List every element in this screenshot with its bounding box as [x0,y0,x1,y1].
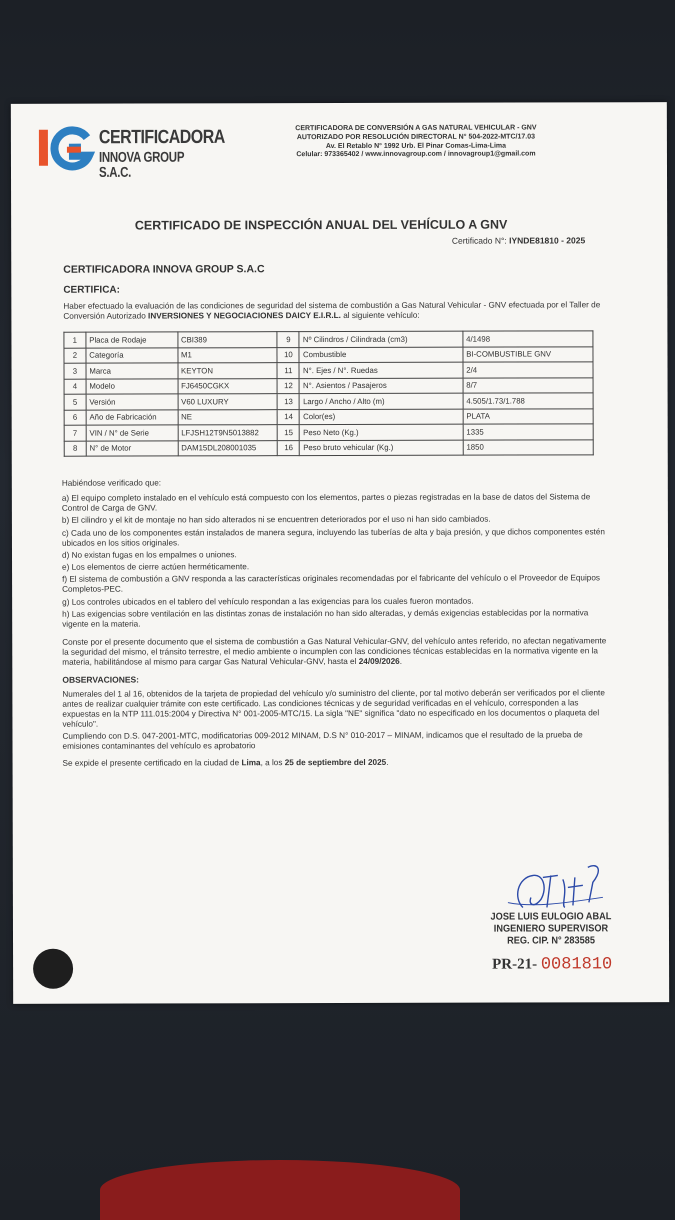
vehicle-cell-v2: 1850 [463,439,593,455]
certificate-page [11,102,669,1004]
vehicle-cell-v2: PLATA [463,408,593,424]
observation-1: Numerales del 1 al 16, obtenidos de la tarjeta de propiedad del vehículo y/o suministro del cliente, por tal motivo deberán ser verificados por el cliente antes de realizar cualquier trámite con este certificado. Las condiciones técnicas y de seguridad verificadas en el vehículo, corresponden a las expuestas en la NTP 111.015:2004 y Directiva N° 001-2005-MTC/15. La sigla "NE" significa "dato no especificado en los documentos o plaqueta del vehículo". [62,688,605,729]
vehicle-cell-l2: Peso Neto (Kg.) [300,424,463,440]
certificate-number [452,235,585,245]
serial-number [492,955,612,974]
vehicle-cell-n2: 14 [278,409,300,425]
header-line-2: AUTORIZADO POR RESOLUCIÓN DIRECTORAL N° 504-2022-MTC/17.03 [296,133,535,141]
vehicle-table-row [64,408,593,425]
signature-icon [503,857,613,917]
vehicle-cell-n2: 9 [277,332,299,348]
signer-role: INGENIERO SUPERVISOR [493,923,609,935]
conste-paragraph [62,636,610,667]
verification-section [62,477,611,771]
issued-mid: , a los [260,758,285,768]
ig-logo-icon [37,124,101,172]
vehicle-cell-v2: 4.505/1.73/1.788 [463,393,593,409]
issued-line [63,758,611,769]
check-item: g) Los controles ubicados en el tablero del vehículo respondan a las exigencias para los cuales fueron montados. [62,596,474,607]
vehicle-cell-n2: 12 [277,378,299,394]
vehicle-cell-n1: 8 [64,441,86,457]
vehicle-cell-l1: Versión [86,394,178,410]
vehicle-cell-l1: Marca [86,363,178,379]
valid-until-date: 24/09/2026 [358,656,400,667]
vehicle-cell-l1: Modelo [86,378,178,394]
checks-list [62,492,610,630]
intro-text: Haber efectuado la evaluación de las condiciones de seguridad del sistema de combustión a Gas Natural Vehicular - GNV efectuada por el Taller de Conversión Autorizado [63,300,601,321]
issued-city: Lima [241,758,261,768]
vehicle-cell-l1: Año de Fabricación [86,409,178,425]
vehicle-cell-v1: V60 LUXURY [178,394,278,410]
issued-text: Se expide el presente certificado en la ciudad de [62,758,242,769]
signer-name: JOSE LUIS EULOGIO ABAL [490,911,612,923]
vehicle-cell-v1: LFJSH12T9N5013882 [178,425,278,441]
vehicle-cell-l2: Color(es) [300,409,463,425]
vehicle-table [63,330,593,456]
certifica-heading: CERTIFICA: [63,284,120,296]
vehicle-cell-v1: FJ6450CGKX [178,378,278,394]
check-item: d) No existan fugas en los empalmes o uniones. [61,550,237,560]
vehicle-table-row [64,424,593,441]
vehicle-table-row [64,331,593,348]
serial-prefix: PR-21- [492,956,538,973]
vehicle-cell-v2: 8/7 [463,377,593,393]
check-item: f) El sistema de combustión a GNV responda a las características originales recomendadas por el fabricante del vehículo o el Proveedor de Equipos Completos-PEC. [62,573,601,595]
vehicle-cell-n2: 15 [278,425,300,441]
vehicle-cell-l1: Categoría [86,347,178,363]
header-line-1: CERTIFICADORA DE CONVERSIÓN A GAS NATURAL VEHICULAR - GNV [295,124,537,133]
vehicle-cell-n1: 5 [64,394,86,410]
vehicle-cell-n2: 16 [278,440,300,456]
vehicle-cell-l1: N° de Motor [86,440,178,456]
document-title: CERTIFICADO DE INSPECCIÓN ANUAL DEL VEHÍCULO A GNV [134,217,508,233]
vehicle-cell-n2: 11 [277,363,299,379]
vehicle-cell-n1: 1 [64,332,86,348]
vehicle-cell-v2: BI-COMBUSTIBLE GNV [463,346,593,362]
signer-block [468,911,634,947]
observaciones-heading: OBSERVACIONES: [62,674,140,685]
vehicle-cell-v1: M1 [177,347,277,363]
logo-line-2: INNOVA GROUP S.A.C. [98,150,185,181]
verified-intro: Habiéndose verificado que: [61,478,162,488]
vehicle-table-row [64,439,593,456]
vehicle-cell-n2: 10 [277,347,299,363]
vehicle-table-row [64,377,593,394]
workshop-name: INVERSIONES Y NEGOCIACIONES DAICY E.I.R.L. [148,310,341,321]
vehicle-cell-n1: 2 [64,348,86,364]
vehicle-table-row [64,362,593,379]
serial-digits: 0081810 [540,955,613,975]
vehicle-cell-v1: KEYTON [178,363,278,379]
vehicle-cell-l1: Placa de Rodaje [86,332,178,348]
observation-2: Cumpliendo con D.S. 047-2001-MTC, modificatorias 009-2012 MINAM, D.S N° 010-2017 – MINAM, indicamos que el resultado de la prueba de emisiones contaminantes del vehículo es aprobatorio [62,730,583,752]
certificate-number-label: Certificado N°: [451,235,507,246]
issued-end: . [386,758,389,768]
vehicle-cell-l2: N°. Asientos / Pasajeros [300,378,463,394]
conste-text: Conste por el presente documento que el sistema de combustión a Gas Natural Vehicular-GNV, del vehículo antes referido, no afectan negativamente la seguridad del mismo, el tránsito terrestre, el medio ambiente o incumplen con las condiciones técnicas establecidas en la normativa vigente en la materia, habilitándose al mismo para cargar Gas Natural Vehicular-GNV, hasta el [62,636,607,667]
intro-paragraph [63,300,608,321]
vehicle-cell-n1: 3 [64,363,86,379]
vehicle-cell-l1: VIN / N° de Serie [86,425,178,441]
header-info [251,124,581,160]
intro-end: al siguiente vehículo: [340,310,420,320]
check-item: c) Cada uno de los componentes están instalados de manera segura, incluyendo las tuberías de alta y baja presión, y que dichos componentes estén ubicados en los sitios originales. [61,526,605,548]
check-item: e) Los elementos de cierre actúen herméticamente. [62,562,250,572]
vehicle-cell-n1: 4 [64,379,86,395]
vehicle-cell-l2: Nº Cilindros / Cilindrada (cm3) [299,331,462,347]
vehicle-cell-l2: Largo / Ancho / Alto (m) [300,393,463,409]
punch-hole [33,949,73,989]
vehicle-cell-v1: NE [178,409,278,425]
header-line-3: Av. El Retablo N° 1992 Urb. El Pinar Comas-Lima-Lima [325,142,507,150]
vehicle-cell-l2: N°. Ejes / N°. Ruedas [299,362,462,378]
signer-registration: REG. CIP. N° 283585 [507,935,595,947]
vehicle-table-row [64,346,593,363]
vehicle-cell-v1: CBI389 [177,332,277,348]
vehicle-cell-v2: 2/4 [463,362,593,378]
check-item: h) Las exigencias sobre ventilación en las distintas zonas de instalación no han sido alteradas, y demás exigencias establecidas por la normativa vigente en la materia. [62,608,589,629]
vehicle-cell-v2: 1335 [463,424,593,440]
conste-end: . [399,656,402,666]
vehicle-cell-l2: Peso bruto vehicular (Kg.) [300,440,463,456]
company-name: CERTIFICADORA INNOVA GROUP S.A.C [63,263,265,276]
company-logo [37,123,225,181]
vehicle-cell-v2: 4/1498 [463,331,593,347]
check-item: b) El cilindro y el kit de montaje no han sido alterados ni se encuentren deteriorados por el uso ni han sido cambiados. [61,514,491,526]
vehicle-cell-n2: 13 [277,394,299,410]
background-cloth [100,1160,460,1220]
issued-date: 25 de septiembre del 2025 [284,758,387,768]
certificate-number-value: IYNDE81810 - 2025 [509,235,586,246]
header-line-4: Celular: 973365402 / www.innovagroup.com / innovagroup1@gmail.com [296,150,536,159]
vehicle-cell-n1: 6 [64,410,86,426]
vehicle-cell-l2: Combustible [299,347,462,363]
vehicle-table-row [64,393,593,410]
check-item: a) El equipo completo instalado en el vehículo está compuesto con los elementos, partes o piezas registradas en la base de datos del Sistema de Control de Carga de GNV. [61,492,591,513]
logo-line-1: CERTIFICADORA [98,127,225,149]
vehicle-cell-v1: DAM15DL208001035 [178,440,278,456]
vehicle-cell-n1: 7 [64,425,86,441]
